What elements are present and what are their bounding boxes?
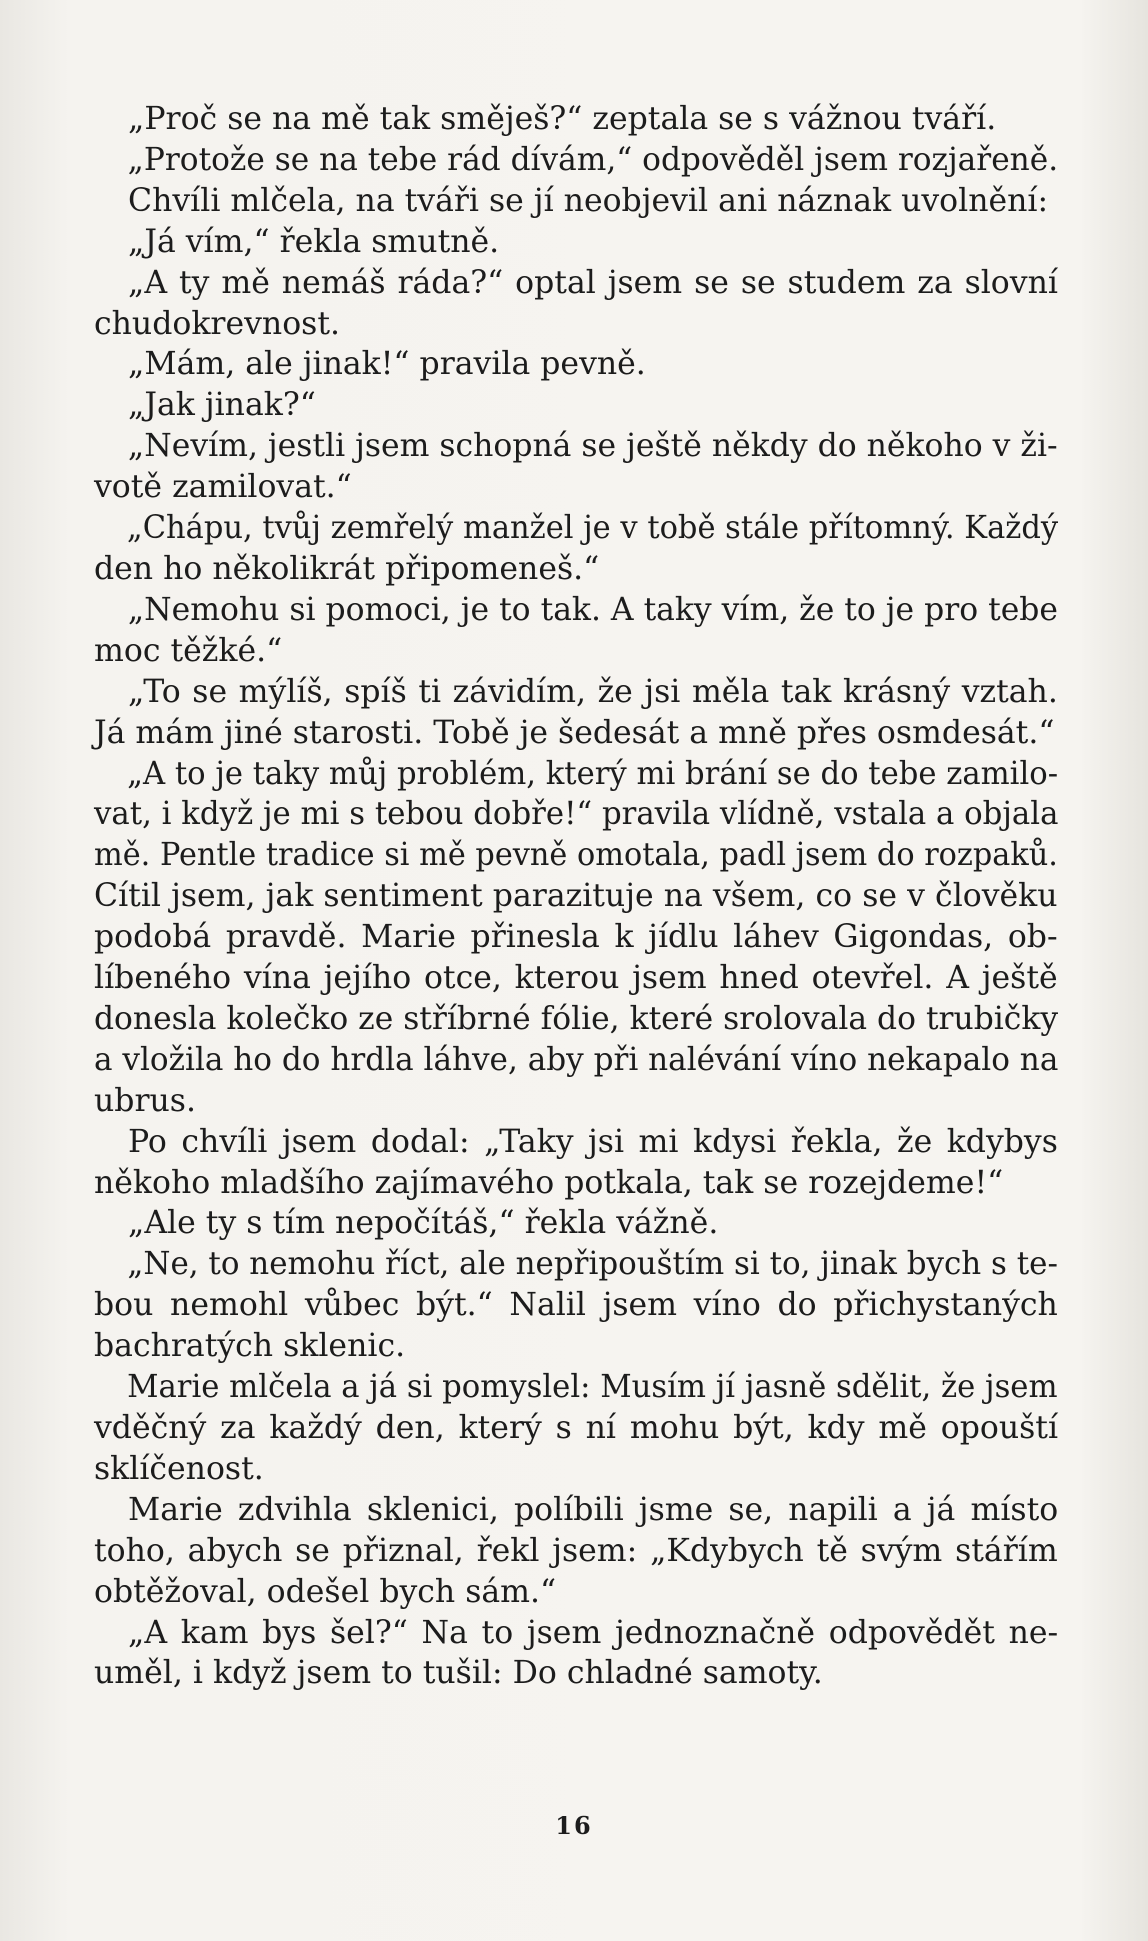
text-line: „Jak jinak?“ — [128, 387, 316, 424]
paragraph — [94, 1203, 1058, 1244]
text-line: někoho mladšího zajímavého potkala, tak se rozejdeme!“ — [94, 1164, 1004, 1201]
text-line: den ho několikrát připomeneš.“ — [94, 550, 600, 587]
text-line: Marie mlčela a já si pomyslel: Musím jí jasně sdělit, že jsem — [127, 1369, 1058, 1406]
text-line: „Nemohu si pomoci, je to tak. A taky vím, že to je pro tebe — [127, 591, 1059, 628]
text-line: sklíčenost. — [94, 1450, 264, 1487]
paragraph — [94, 181, 1058, 222]
text-line: mě. Pentle tradice si mě pevně omotala, padl jsem do rozpaků. — [94, 837, 1058, 874]
text-line: moc těžké.“ — [94, 632, 283, 669]
text-line: obtěžoval, odešel bych sám.“ — [94, 1573, 557, 1610]
paragraph — [94, 1613, 1058, 1695]
paragraph — [94, 1490, 1058, 1613]
paragraph — [94, 344, 1058, 385]
paragraph — [94, 754, 1058, 1122]
paragraph — [94, 672, 1058, 754]
paragraph — [94, 99, 1058, 140]
text-line: Já mám jiné starosti. Tobě je šedesát a mně přes osmdesát.“ — [94, 714, 1055, 751]
text-line: „Mám, ale jinak!“ pravila pevně. — [128, 346, 646, 383]
text-line: ubrus. — [94, 1082, 196, 1119]
text-line: a vložila ho do hrdla láhve, aby při nalévání víno nekapalo na — [94, 1041, 1059, 1078]
text-line: „Protože se na tebe rád dívám,“ odpověděl jsem rozjařeně. — [127, 141, 1059, 178]
text-line: „A ty mě nemáš ráda?“ optal jsem se se studem za slovní — [128, 264, 1058, 301]
text-line: chudokrevnost. — [94, 305, 341, 342]
text-line: „Chápu, tvůj zemřelý manžel je v tobě stále přítomný. Každý — [126, 510, 1059, 547]
text-line: „A kam bys šel?“ Na to jsem jednoznačně odpovědět ne- — [128, 1614, 1059, 1651]
text-line: votě zamilovat.“ — [94, 469, 352, 506]
text-line: Chvíli mlčela, na tváři se jí neobjevil ani náznak uvolnění: — [128, 182, 1049, 219]
text-line: „To se mýlíš, spíš ti závidím, že jsi měla tak krásný vztah. — [128, 673, 1058, 710]
text-line: podobá pravdě. Marie přinesla k jídlu láhev Gigondas, ob- — [94, 919, 1058, 956]
text-line: „Proč se na mě tak směješ?“ zeptala se s vážnou tváří. — [128, 101, 997, 137]
text-line: „Nevím, jestli jsem schopná se ještě někdy do někoho v ži- — [127, 428, 1058, 465]
text-line: „A to je taky můj problém, který mi brání se do tebe zamilo- — [127, 755, 1059, 792]
text-line: bou nemohl vůbec být.“ Nalil jsem víno do přichystaných — [94, 1287, 1058, 1324]
text-line: uměl, i když jsem to tušil: Do chladné samoty. — [94, 1655, 823, 1692]
text-line: „Ne, to nemohu říct, ale nepřipouštím si to, jinak bych s te- — [127, 1246, 1058, 1283]
page-number: 16 — [555, 1811, 593, 1840]
text-line: vat, i když je mi s tebou dobře!“ pravila vlídně, vstala a objala — [94, 796, 1059, 833]
paragraph — [94, 426, 1058, 508]
text-line: Marie zdvihla sklenici, políbili jsme se, napili a já místo — [128, 1491, 1059, 1528]
paragraph — [94, 263, 1058, 345]
text-line: vděčný za každý den, který s ní mohu být, kdy mě opouští — [94, 1410, 1059, 1446]
text-line: Po chvíli jsem dodal: „Taky jsi mi kdysi řekla, že kdybys — [128, 1123, 1058, 1160]
text-line: líbeného vína jejího otce, kterou jsem hned otevřel. A ještě — [94, 960, 1058, 997]
body-text — [94, 99, 1058, 1694]
paragraph — [94, 1367, 1058, 1490]
text-line: bachratých sklenic. — [94, 1328, 406, 1365]
paragraph — [94, 508, 1058, 590]
paragraph — [94, 1122, 1058, 1204]
paragraph — [94, 140, 1058, 181]
text-line: Cítil jsem, jak sentiment parazituje na všem, co se v člověku — [94, 878, 1058, 915]
paragraph — [94, 590, 1058, 672]
text-line: „Ale ty s tím nepočítáš,“ řekla vážně. — [128, 1205, 719, 1242]
text-line: „Já vím,“ řekla smutně. — [128, 223, 500, 260]
paragraph — [94, 1244, 1058, 1367]
paragraph — [94, 385, 1058, 426]
paragraph — [94, 222, 1058, 263]
text-line: toho, abych se přiznal, řekl jsem: „Kdybych tě svým stářím — [94, 1532, 1058, 1569]
text-line: donesla kolečko ze stříbrné fólie, které srolovala do trubičky — [94, 1000, 1059, 1037]
